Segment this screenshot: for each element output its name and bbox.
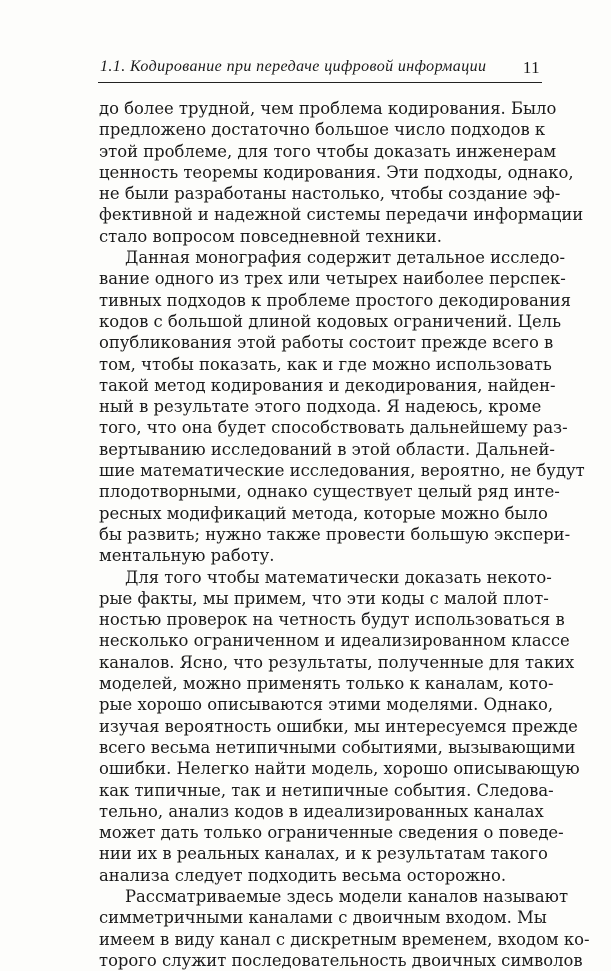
text-line: ный в результате этого подхода. Я надеюсь, кроме <box>99 397 542 417</box>
text-line: тельно, анализ кодов в идеализированных каналах <box>99 801 544 821</box>
text-line: ценность теоремы кодирования. Эти подходы, однако, <box>99 162 574 182</box>
text-line: предложено достаточно большое число подходов к <box>99 120 546 140</box>
text-line: Данная монография содержит детальное исследо- <box>125 248 566 268</box>
text-line: этой проблеме, для того чтобы доказать инженерам <box>99 141 557 161</box>
text-line: изучая вероятность ошибки, мы интересуемся прежде <box>99 716 578 736</box>
text-line: того, что она будет способствовать дальнейшему раз- <box>99 418 568 438</box>
text-line: симметричными каналами с двоичным входом. Мы <box>99 908 547 928</box>
text-line: такой метод кодирования и декодирования, найден- <box>99 375 556 395</box>
text-line: рые факты, мы примем, что эти коды с малой плот- <box>99 588 549 608</box>
text-line: том, чтобы показать, как и где можно использовать <box>99 354 552 374</box>
text-line: вертыванию исследований в этой области. Дальней- <box>99 439 555 459</box>
text-line: плодотворными, однако существует целый ряд инте- <box>99 482 560 502</box>
text-line: ресных модификаций метода, которые можно было <box>99 503 548 523</box>
text-line: ментальную работу. <box>99 546 275 566</box>
text-line: до более трудной, чем проблема кодирования. Было <box>99 99 557 118</box>
running-title: 1.1. Кодирование при передаче цифровой информации <box>100 58 487 75</box>
paragraph <box>99 247 585 566</box>
page-number: 11 <box>522 58 540 77</box>
text-line: несколько ограниченном и идеализированном классе <box>99 631 570 651</box>
text-line: ошибки. Нелегко найти модель, хорошо описывающую <box>99 759 580 779</box>
text-line: ностью проверок на четность будут использоваться в <box>99 610 565 630</box>
text-line: не были разработаны настолько, чтобы создание эф- <box>99 184 561 204</box>
text-line: шие математические исследования, вероятно, не будут <box>99 461 585 481</box>
paragraph <box>99 567 580 886</box>
text-line: как типичные, так и нетипичные события. Следова- <box>99 780 554 800</box>
text-line: может дать только ограниченные сведения о поведе- <box>99 823 564 843</box>
text-line: вание одного из трех или четырех наиболее перспек- <box>99 269 566 289</box>
text-line: моделей, можно применять только к каналам, кото- <box>99 674 554 694</box>
text-line: торого служит последовательность двоичных символов <box>99 950 583 970</box>
text-line: фективной и надежной системы передачи информации <box>99 205 584 225</box>
text-line: опубликования этой работы состоит прежде всего в <box>99 333 554 353</box>
body-text <box>99 98 590 971</box>
text-line: бы развить; нужно также провести большую экспери- <box>99 524 571 544</box>
text-line: каналов. Ясно, что результаты, полученные для таких <box>99 652 575 672</box>
paragraph <box>99 886 590 971</box>
text-line: Для того чтобы математически доказать некото- <box>125 567 552 587</box>
header-rule <box>98 82 542 83</box>
text-line: тивных подходов к проблеме простого декодирования <box>99 290 571 310</box>
running-header <box>100 58 540 76</box>
text-line: рые хорошо описываются этими моделями. Однако, <box>99 695 554 715</box>
paragraph <box>99 98 584 247</box>
text-line: анализа следует подходить весьма осторожно. <box>99 865 507 885</box>
text-line: Рассматриваемые здесь модели каналов называют <box>125 886 569 906</box>
text-line: всего весьма нетипичными событиями, вызывающими <box>99 737 576 757</box>
text-line: кодов с большой длиной кодовых ограничений. Цель <box>99 311 561 331</box>
text-line: нии их в реальных каналах, и к результатам такого <box>99 844 548 864</box>
text-line: имеем в виду канал с дискретным временем, входом ко- <box>99 929 590 949</box>
text-line: стало вопросом повседневной техники. <box>99 226 442 246</box>
